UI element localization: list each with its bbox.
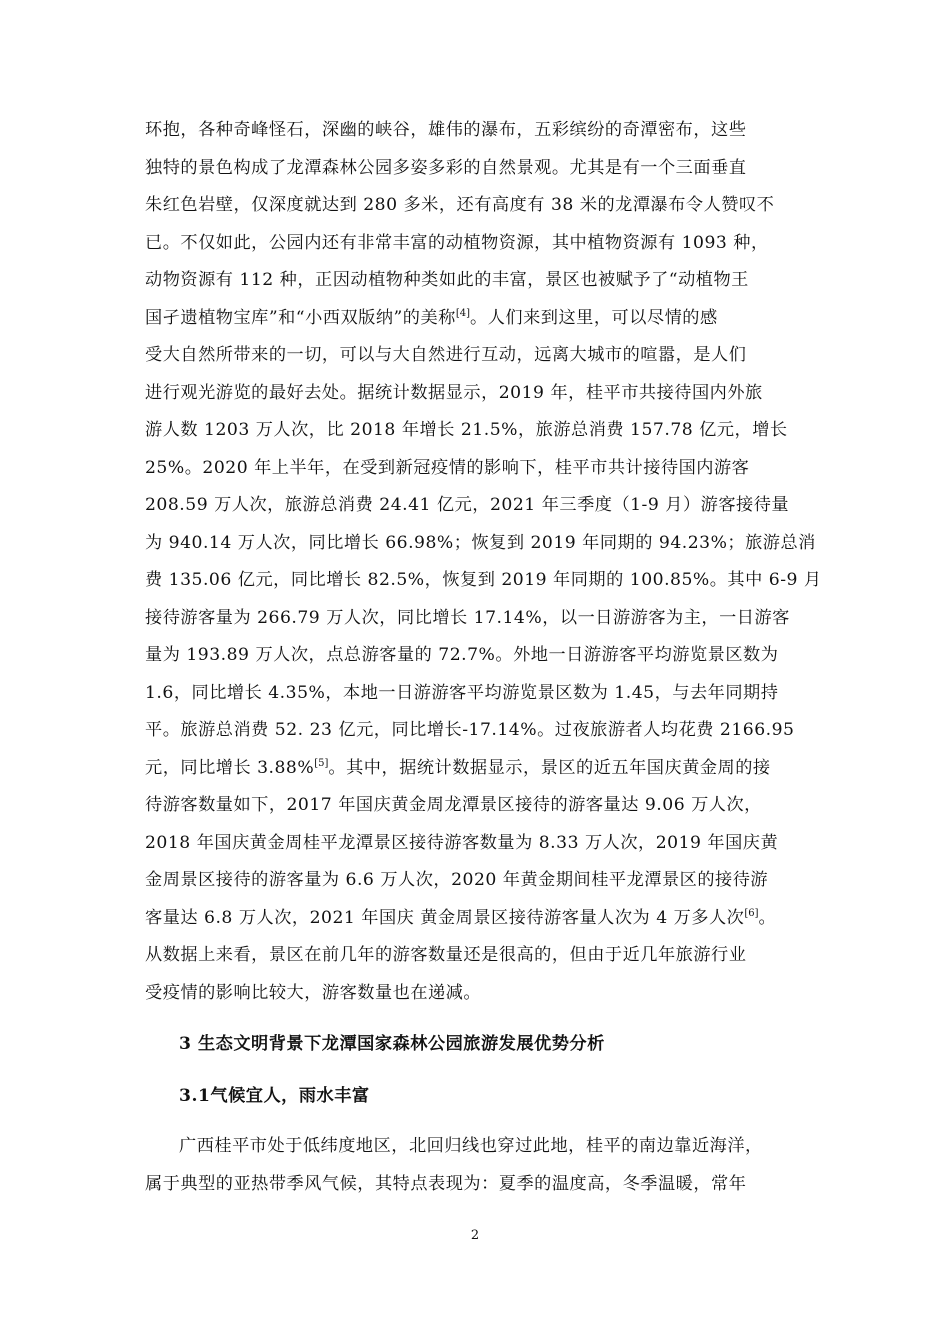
text-line: 独特的景色构成了龙潭森林公园多姿多彩的自然景观。尤其是有一个三面垂直: [145, 157, 747, 178]
text-line: 属于典型的亚热带季风气候，其特点表现为：夏季的温度高，冬季温暖，常年: [145, 1173, 747, 1194]
text-line: 为 940.14 万人次，同比增长 66.98%；恢复到 2019 年同期的 94.23%；旅游总消: [145, 532, 816, 553]
text-line: 平。旅游总消费 52. 23 亿元，同比增长-17.14%。过夜旅游者人均花费 2166.95: [145, 720, 795, 740]
text-line: 受大自然所带来的一切，可以与大自然进行互动，远离大城市的喧嚣，是人们: [145, 345, 747, 365]
citation-4: [4]: [455, 307, 471, 319]
text-line: 金周景区接待的游客量为 6.6 万人次，2020 年黄金期间桂平龙潭景区的接待游: [145, 870, 769, 890]
text-line: 游人数 1203 万人次，比 2018 年增长 21.5%，旅游总消费 157.78 亿元，增长: [145, 420, 788, 440]
text-segment: 。人们来到这里，可以尽情的感: [470, 307, 718, 328]
text-line: 动物资源有 112 种，正因动植物种类如此的丰富，景区也被赋予了“动植物王: [145, 270, 749, 290]
text-segment: 元，同比增长 3.88%: [145, 757, 315, 778]
citation-6: [6]: [744, 907, 759, 919]
text-line: 208.59 万人次，旅游总消费 24.41 亿元，2021 年三季度（1-9 月）游客接待量: [145, 495, 790, 515]
text-line: 环抱，各种奇峰怪石，深幽的峡谷，雄伟的瀑布，五彩缤纷的奇潭密布，这些: [145, 120, 747, 140]
body-paragraph-climate: [145, 1128, 810, 1203]
text-line: 进行观光游览的最好去处。据统计数据显示，2019 年，桂平市共接待国内外旅: [145, 382, 763, 403]
text-line: 25%。2020 年上半年，在受到新冠疫情的影响下，桂平市共计接待国内游客: [145, 457, 750, 478]
body-paragraph-tourism-statistics: [145, 112, 822, 1012]
text-line: 待游客数量如下，2017 年国庆黄金周龙潭景区接待的游客量达 9.06 万人次，: [145, 795, 762, 815]
text-line: 受疫情的影响比较大，游客数量也在递减。: [145, 982, 482, 1003]
page-number: 2: [470, 1228, 480, 1243]
text-segment: 。其中，据统计数据显示，景区的近五年国庆黄金周的接: [328, 757, 771, 778]
text-line: 2018 年国庆黄金周桂平龙潭景区接待游客数量为 8.33 万人次，2019 年国庆黄: [145, 832, 779, 853]
section-heading-3: 3 生态文明背景下龙潭国家森林公园旅游发展优势分析: [179, 1034, 605, 1054]
citation-5: [5]: [314, 757, 329, 769]
text-segment: 客量达 6.8 万人次，2021 年国庆 黄金周景区接待游客量人次为 4 万多人次: [145, 907, 745, 928]
text-line: 从数据上来看，景区在前几年的游客数量还是很高的，但由于近几年旅游行业: [145, 945, 747, 965]
text-line: 费 135.06 亿元，同比增长 82.5%，恢复到 2019 年同期的 100.85%。其中 6-9 月: [145, 570, 822, 590]
text-line: 1.6，同比增长 4.35%，本地一日游游客平均游览景区数为 1.45，与去年同期持: [145, 682, 779, 703]
text-segment: 。: [758, 907, 777, 928]
text-line: [145, 750, 810, 788]
text-line: [145, 300, 810, 338]
text-line: 广西桂平市处于低纬度地区，北回归线也穿过此地，桂平的南边靠近海洋，: [179, 1136, 763, 1156]
text-line: 量为 193.89 万人次，点总游客量的 72.7%。外地一日游游客平均游览景区数为: [145, 645, 779, 665]
text-line: 朱红色岩壁，仅深度就达到 280 多米，还有高度有 38 米的龙潭瀑布令人赞叹不: [145, 195, 775, 215]
text-line: 已。不仅如此，公园内还有非常丰富的动植物资源，其中植物资源有 1093 种，: [145, 232, 769, 253]
section-heading-3-1: 3.1气候宜人，雨水丰富: [179, 1086, 370, 1106]
text-line: [145, 900, 810, 938]
text-segment: 国孑遗植物宝库”和“小西双版纳”的美称: [145, 307, 456, 328]
text-line: 接待游客量为 266.79 万人次，同比增长 17.14%，以一日游游客为主，一日游客: [145, 607, 790, 628]
